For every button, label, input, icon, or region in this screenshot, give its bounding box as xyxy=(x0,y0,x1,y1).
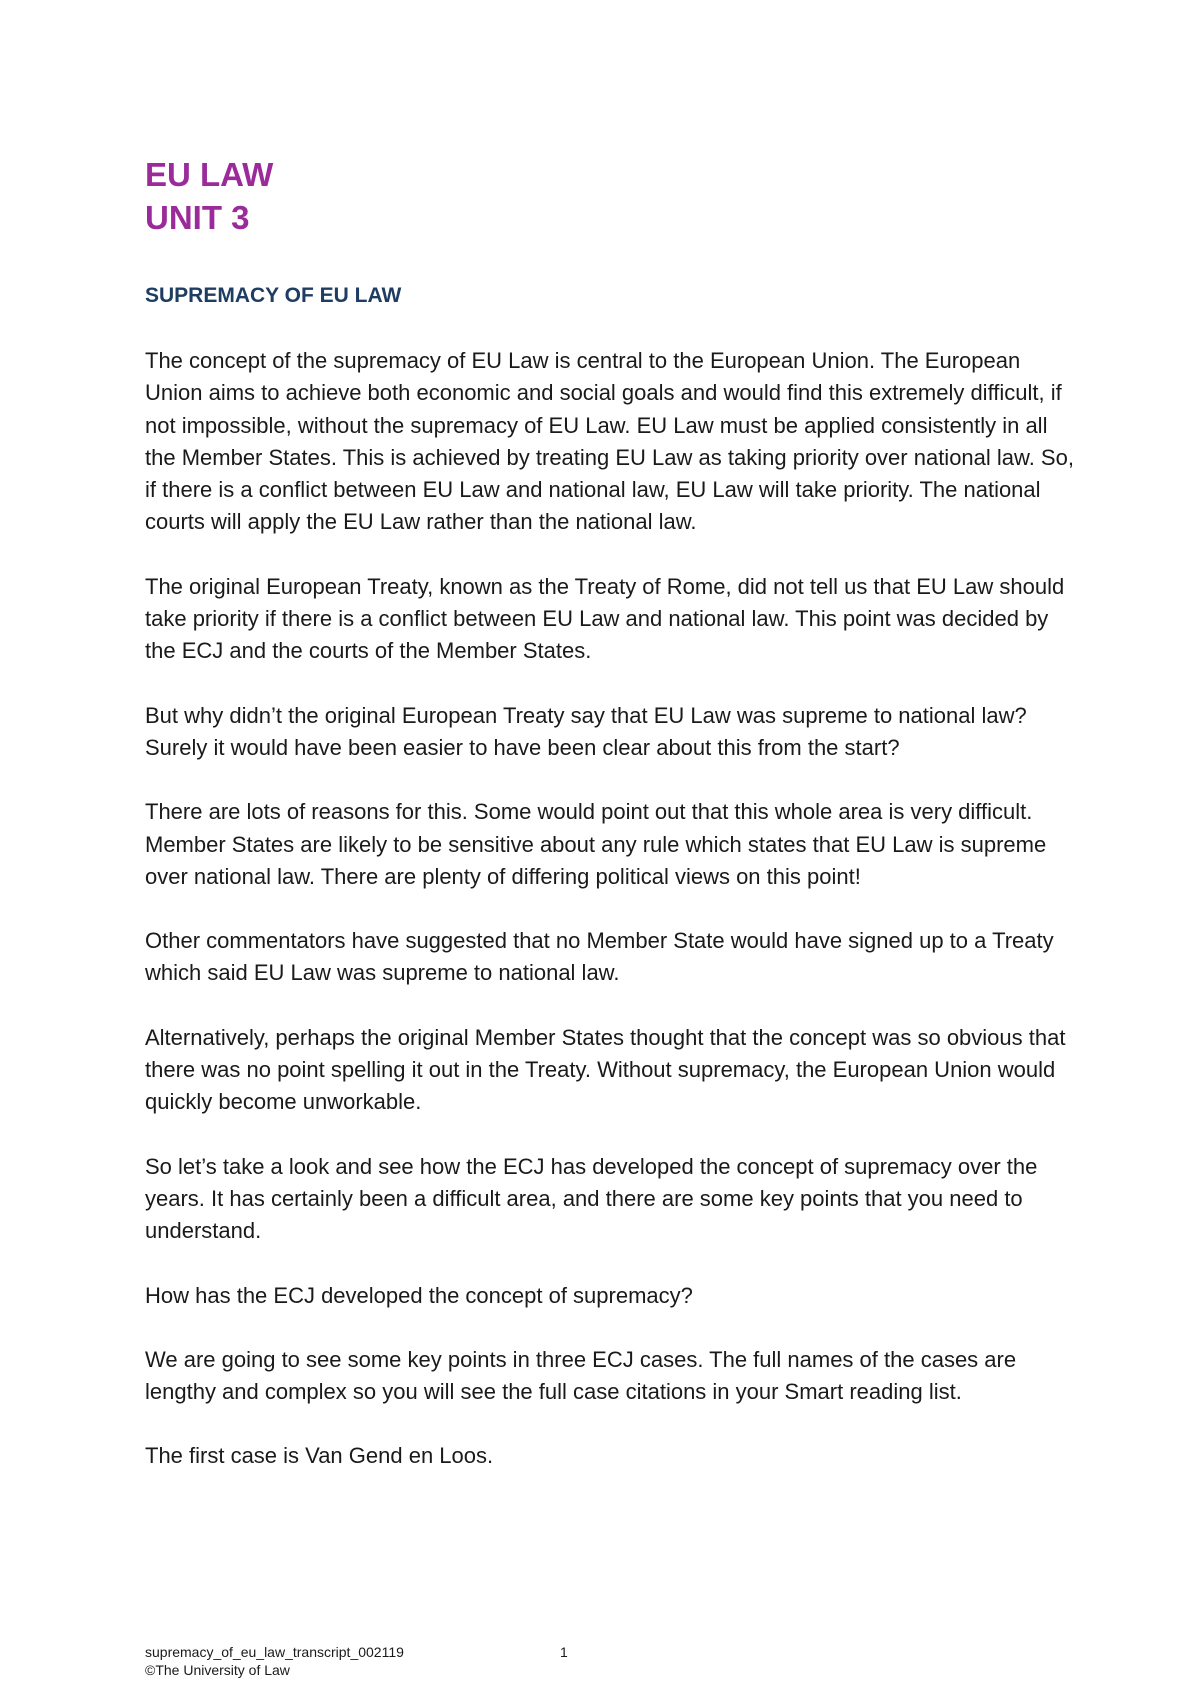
footer-filename: supremacy_of_eu_law_transcript_002119 xyxy=(145,1644,404,1660)
footer-row xyxy=(145,1643,590,1661)
paragraph: But why didn’t the original European Treaty say that EU Law was supreme to national law? Surely it would have been easier to have been clear about this from the start? xyxy=(145,702,1027,760)
unit-label: UNIT 3 xyxy=(145,199,250,236)
paragraph: The first case is Van Gend en Loos. xyxy=(145,1443,494,1469)
document-title: EU LAW xyxy=(145,156,274,193)
paragraph: Other commentators have suggested that no Member State would have signed up to a Treaty which said EU Law was supreme to national law. xyxy=(145,928,1054,986)
document-header xyxy=(145,153,273,239)
footer-copyright: ©The University of Law xyxy=(145,1662,290,1678)
document-body xyxy=(145,345,1080,1505)
paragraph: There are lots of reasons for this. Some would point out that this whole area is very difficult. Member States are likely to be sensitive about any rule which states that EU Law is supreme over national law. There are plenty of differing political views on this point! xyxy=(145,799,1047,889)
section-heading: SUPREMACY OF EU LAW xyxy=(145,284,402,307)
paragraph: So let’s take a look and see how the ECJ has developed the concept of supremacy over the years. It has certainly been a difficult area, and there are some key points that you need to understand. xyxy=(145,1153,1038,1244)
paragraph: The original European Treaty, known as the Treaty of Rome, did not tell us that EU Law should take priority if there is a conflict between EU Law and national law. This point was decided by the ECJ and the courts of the Member States. xyxy=(145,573,1065,664)
paragraph: We are going to see some key points in three ECJ cases. The full names of the cases are lengthy and complex so you will see the full case citations in your Smart reading list. xyxy=(145,1346,1017,1405)
page-footer xyxy=(145,1643,590,1679)
page-number: 1 xyxy=(560,1644,568,1660)
paragraph: Alternatively, perhaps the original Member States thought that the concept was so obvious that there was no point spelling it out in the Treaty. Without supremacy, the European Union would quickly become unworkable. xyxy=(145,1024,1066,1115)
paragraph: How has the ECJ developed the concept of supremacy? xyxy=(145,1282,693,1308)
paragraph: The concept of the supremacy of EU Law is central to the European Union. The European Union aims to achieve both economic and social goals and would find this extremely difficult, if not impossible, without the supremacy of EU Law. EU Law must be applied consistently in all the Member States. This is achieved by treating EU Law as taking priority over national law. So, if there is a conflict between EU Law and national law, EU Law will take priority. The national courts will apply the EU Law rather than the national law. xyxy=(145,348,1074,535)
